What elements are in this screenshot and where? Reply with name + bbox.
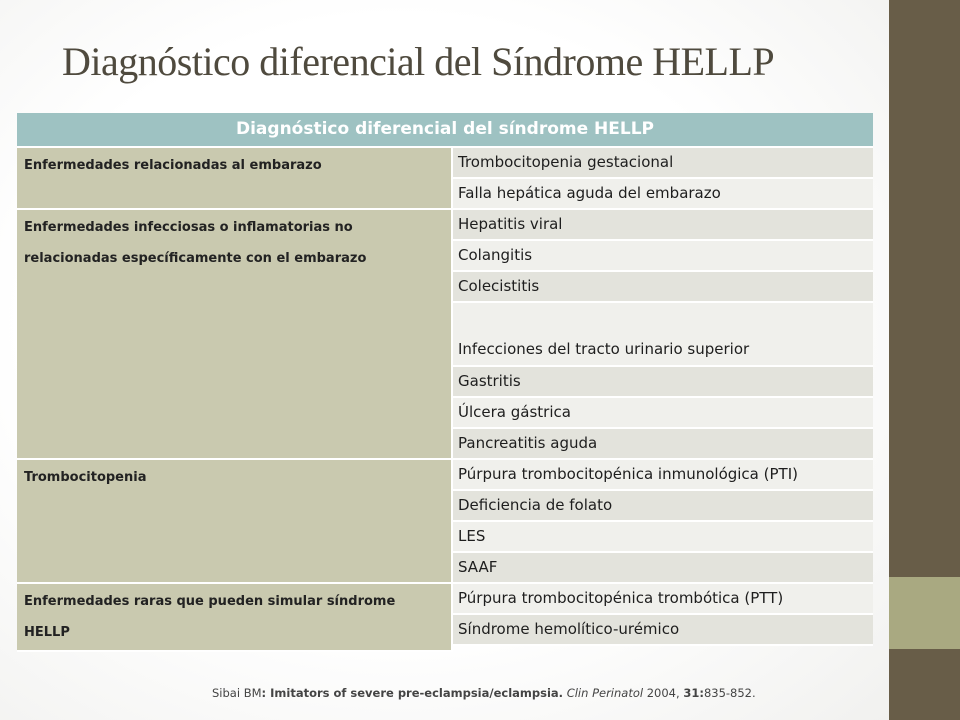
table-row-group — [17, 148, 873, 210]
category-cell: Enfermedades infecciosas o inflamatorias no relacionadas específicamente con el embarazo — [17, 210, 453, 460]
item-cell: Síndrome hemolítico-urémico — [453, 615, 873, 646]
items-column — [453, 584, 873, 652]
citation-volume: 31: — [683, 686, 704, 700]
table-row-group — [17, 460, 873, 584]
item-cell: SAAF — [453, 553, 873, 584]
side-accent-block — [889, 577, 960, 649]
citation-journal: Clin Perinatol — [566, 686, 644, 700]
item-cell: Colangitis — [453, 241, 873, 272]
citation-pages: 835-852. — [703, 686, 756, 700]
item-cell: Deficiencia de folato — [453, 491, 873, 522]
item-cell: Hepatitis viral — [453, 210, 873, 241]
citation — [212, 686, 756, 700]
item-cell: Pancreatitis aguda — [453, 429, 873, 460]
item-cell: Infecciones del tracto urinario superior — [453, 303, 873, 367]
category-cell: Trombocitopenia — [17, 460, 453, 584]
citation-separator: : — [261, 686, 271, 700]
citation-year: 2004, — [646, 686, 680, 700]
table-row-group — [17, 584, 873, 652]
table-body — [17, 148, 873, 652]
item-cell: Falla hepática aguda del embarazo — [453, 179, 873, 210]
differential-diagnosis-table — [17, 113, 873, 652]
category-cell: Enfermedades relacionadas al embarazo — [17, 148, 453, 210]
table-row-group — [17, 210, 873, 460]
items-column — [453, 148, 873, 210]
item-cell: LES — [453, 522, 873, 553]
item-cell: Colecistitis — [453, 272, 873, 303]
item-cell: Trombocitopenia gestacional — [453, 148, 873, 179]
item-cell: Úlcera gástrica — [453, 398, 873, 429]
item-cell: Gastritis — [453, 367, 873, 398]
item-cell: Púrpura trombocitopénica inmunológica (PTI) — [453, 460, 873, 491]
item-cell: Púrpura trombocitopénica trombótica (PTT) — [453, 584, 873, 615]
items-column — [453, 460, 873, 584]
table-header: Diagnóstico diferencial del síndrome HELLP — [17, 113, 873, 148]
category-cell: Enfermedades raras que pueden simular síndrome HELLP — [17, 584, 453, 652]
slide-title: Diagnóstico diferencial del Síndrome HELLP — [62, 39, 775, 84]
citation-title: Imitators of severe pre-eclampsia/eclampsia. — [270, 686, 564, 700]
citation-author: Sibai BM — [212, 686, 262, 700]
items-column — [453, 210, 873, 460]
